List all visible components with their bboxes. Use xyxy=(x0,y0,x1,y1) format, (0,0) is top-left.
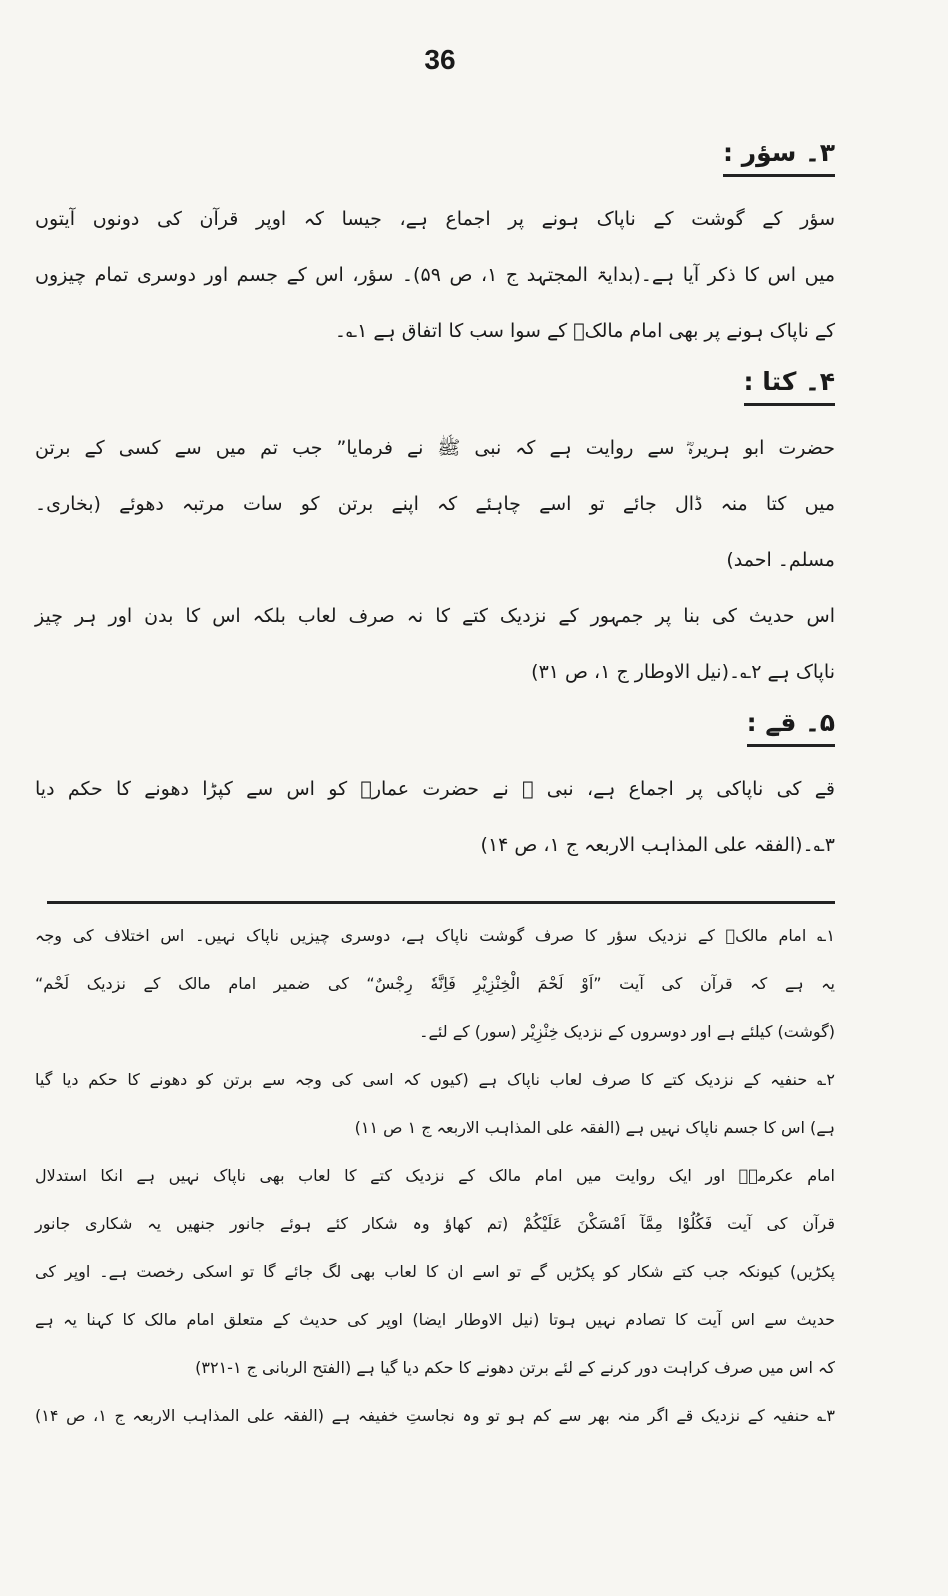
footnote-line: ۱؎ امام مالکؒ کے نزدیک سؤر کا صرف گوشت ناپاک ہے، دوسری چیزیں ناپاک نہیں۔ اس اختلاف کی وجہ xyxy=(35,926,835,945)
body-line: اس حدیث کی بنا پر جمہور کے نزدیک کتے کا نہ صرف لعاب بلکہ اس کا بدن اور ہر چیز xyxy=(35,605,835,627)
body-line: میں کتا منہ ڈال جائے تو اسے چاہئے کہ اپنے برتن کو سات مرتبہ دھوئے (بخاری۔ xyxy=(35,493,835,515)
page-body xyxy=(35,80,835,1440)
footnote-line: امام عکرمہؒ اور ایک روایت میں امام مالک کے نزدیک کتے کا لعاب بھی ناپاک نہیں ہے انکا استدلال xyxy=(35,1166,835,1185)
footnote-line: (گوشت) کیلئے ہے اور دوسروں کے نزدیک خِنْزِیْر (سور) کے لئے۔ xyxy=(419,1022,835,1041)
footnote-line: ہے) اس کا جسم ناپاک نہیں ہے (الفقہ علی المذاہب الاربعہ ج ۱ ص ۱۱) xyxy=(354,1118,835,1137)
body-line: قے کی ناپاکی پر اجماع ہے، نبی ﷺ نے حضرت عمارؓ کو اس سے کپڑا دھونے کا حکم دیا xyxy=(35,778,835,800)
section-heading-pig: ۳۔ سؤر : xyxy=(723,136,835,177)
body-line: سؤر کے گوشت کے ناپاک ہونے پر اجماع ہے، جیسا کہ اوپر قرآن کی دونوں آیتوں xyxy=(35,208,835,230)
body-line: ۳؎۔(الفقہ علی المذاہب الاربعہ ج ۱، ص ۱۴) xyxy=(480,834,835,856)
body-line: میں اس کا ذکر آیا ہے۔(بدایۃ المجتہد ج ۱، ص ۵۹)۔ سؤر، اس کے جسم اور دوسری تمام چیزوں xyxy=(35,264,835,286)
body-line: ناپاک ہے ۲؎۔(نیل الاوطار ج ۱، ص ۳۱) xyxy=(531,661,835,683)
footnote-line: یہ ہے کہ قرآن کی آیت ”اَوْ لَحْمَ الْخِنْزِيْرِ فَاِنَّهٗ رِجْسٌ“ کی ضمیر امام مالک کے نزدیک لَحْم“ xyxy=(35,974,835,993)
footnote-line: حدیث سے اس آیت کا تصادم نہیں ہوتا (نیل الاوطار ایضا) اوپر کی حدیث کے متعلق امام مالک کا کہنا یہ ہے xyxy=(35,1310,835,1329)
footnote-line: ۳؎ حنفیہ کے نزدیک قے اگر منہ بھر سے کم ہو تو وہ نجاستِ خفیفہ ہے (الفقہ علی المذاہب الاربعہ ج ۱، ص ۱۴) xyxy=(35,1406,836,1425)
footnote-line: قرآن کی آیت فَكُلُوْا مِمَّآ اَمْسَكْنَ عَلَيْكُمْ (تم کھاؤ وہ شکار کئے ہوئے جانور جنھیں یہ شکاری جانور xyxy=(35,1214,835,1233)
body-line: کے ناپاک ہونے پر بھی امام مالکؒ کے سوا سب کا اتفاق ہے ۱؎۔ xyxy=(334,320,835,342)
footnote-line: ۲؎ حنفیہ کے نزدیک کتے کا صرف لعاب ناپاک ہے (کیوں کہ اسی کی وجہ سے برتن کو دھونے کا حکم دیا گیا xyxy=(35,1070,835,1089)
section-heading-vomit: ۵۔ قے : xyxy=(747,706,835,747)
footnote-line: کہ اس میں صرف کراہت دور کرنے کے لئے برتن دھونے کا حکم دیا گیا ہے (الفتح الربانی ج ۱-۳۲۱) xyxy=(195,1358,835,1377)
footnote-divider xyxy=(47,901,835,904)
page-number: 36 xyxy=(424,44,456,75)
body-line: حضرت ابو ہریرہؓ سے روایت ہے کہ نبی ﷺ نے فرمایا” جب تم میں سے کسی کے برتن xyxy=(35,437,835,459)
footnote-line: پکڑیں) کیونکہ جب کتے شکار کو پکڑیں گے تو اسے ان کا لعاب بھی لگ جائے گا تو اسکی رخصت ہے۔ اوپر کی xyxy=(35,1262,835,1281)
body-line: مسلم۔ احمد) xyxy=(726,549,835,571)
section-heading-dog: ۴۔ کتا : xyxy=(744,365,835,406)
